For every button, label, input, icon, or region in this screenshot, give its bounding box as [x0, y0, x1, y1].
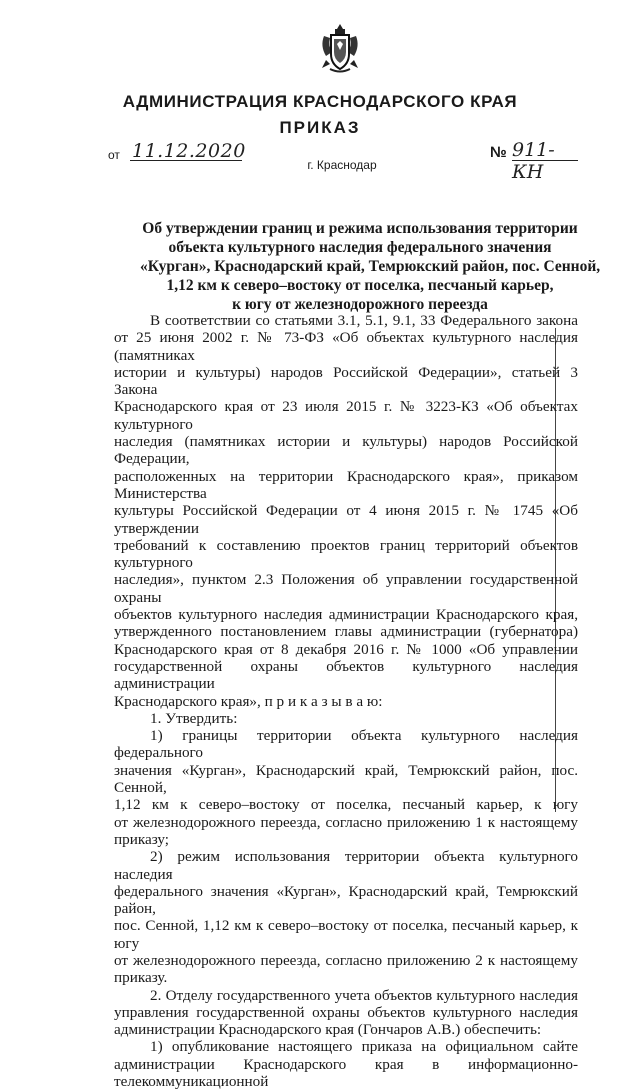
body-line: требований к составлению проектов границ территорий объектов культурного	[114, 536, 578, 572]
title-line: к югу от железнодорожного переезда	[232, 296, 488, 313]
body-line: объектов культурного наследия администрации Краснодарского края,	[114, 606, 578, 624]
number-value: 911-КН	[512, 139, 555, 183]
coat-of-arms-icon	[318, 22, 362, 74]
date-label: от	[108, 148, 120, 162]
body-line: 1) опубликование настоящего приказа на официальном сайте	[150, 1038, 578, 1056]
body-line: пос. Сенной, 1,12 км к северо–востоку от поселка, песчаный карьер, к югу	[114, 917, 578, 952]
document-title	[140, 219, 601, 314]
body-line: 2. Отделу государственного учета объектов культурного наследия	[150, 986, 578, 1004]
title-line: «Курган», Краснодарский край, Темрюкский район, пос. Сенной,	[140, 258, 601, 275]
body-line	[114, 693, 578, 710]
body-line: утвержденного постановлением главы администрации (губернатора)	[114, 623, 578, 641]
body-line: Краснодарского края от 23 июля 2015 г. № 3223-КЗ «Об объектах культурного	[114, 398, 578, 433]
body-line: 1,12 км к северо–востоку от поселка, песчаный карьер, к югу	[114, 796, 578, 814]
document-body	[114, 312, 578, 1090]
title-line: объекта культурного наследия федерального значения	[168, 239, 552, 256]
body-line: от железнодорожного переезда, согласно приложению 1 к настоящему приказу;	[114, 813, 578, 848]
body-line: истории и культуры) народов Российской Федерации», статьей 3 Закона	[114, 363, 578, 399]
body-line: от 25 июня 2002 г. № 73-ФЗ «Об объектах культурного наследия (памятниках	[114, 329, 578, 364]
number-label: №	[490, 144, 507, 161]
preamble-last: Краснодарского края»,	[114, 692, 261, 710]
body-line: В соответствии со статьями 3.1, 5.1, 9.1, 33 Федерального закона	[150, 312, 578, 329]
organization-name: АДМИНИСТРАЦИЯ КРАСНОДАРСКОГО КРАЯ	[122, 92, 518, 111]
body-line: наследия (памятниках истории и культуры) народов Российской Федерации,	[114, 433, 578, 468]
city: г. Краснодар	[307, 158, 377, 172]
title-line: Об утверждении границ и режима использования территории	[142, 220, 578, 237]
document-type: ПРИКАЗ	[279, 118, 361, 137]
body-line: администрации Краснодарского края в информационно-телекоммуникационной	[114, 1055, 578, 1090]
body-line: от железнодорожного переезда, согласно приложению 2 к настоящему приказу.	[114, 951, 578, 987]
body-line: значения «Курган», Краснодарский край, Темрюкский район, пос. Сенной,	[114, 761, 578, 797]
body-line: расположенных на территории Краснодарского края», приказом Министерства	[114, 467, 578, 502]
body-line: наследия», пунктом 2.3 Положения об управлении государственной охраны	[114, 571, 578, 606]
body-line: 1) границы территории объекта культурного наследия федерального	[114, 727, 578, 762]
title-line: 1,12 км к северо–востоку от поселка, песчаный карьер,	[166, 277, 554, 294]
body-line: культуры Российской Федерации от 4 июня 2015 г. № 1745 «Об утверждении	[114, 502, 578, 537]
body-line: Краснодарского края от 8 декабря 2016 г. № 1000 «Об управлении	[114, 640, 578, 658]
body-line: федерального значения «Курган», Краснодарский край, Темрюкский район,	[114, 882, 578, 918]
body-line: 2) режим использования территории объекта культурного наследия	[114, 848, 578, 883]
body-line: администрации Краснодарского края (Гончаров А.В.) обеспечить:	[114, 1021, 542, 1039]
body-line: управления государственной охраны объектов культурного наследия	[114, 1003, 578, 1021]
body-line: государственной охраны объектов культурного наследия администрации	[114, 657, 578, 693]
decree-word: п р и к а з ы в а ю:	[264, 692, 383, 710]
item-1: 1. Утвердить:	[150, 709, 238, 727]
date-value: 11.12.2020	[132, 140, 246, 162]
